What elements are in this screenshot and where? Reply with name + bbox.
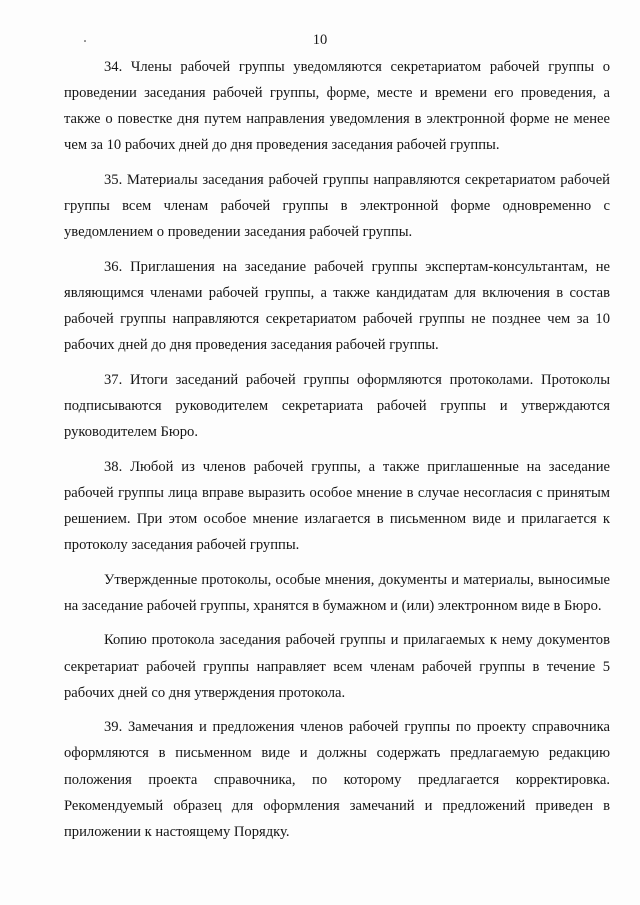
paragraph-39: 39. Замечания и предложения членов рабочей группы по проекту справочника оформляются в письменном виде и должны содержать предлагаемую редакцию положения проекта справочника, по которому предлагается корректировка. Рекомендуемый образец для оформления замечаний и предложений приведен в приложении к настоящему Порядку. — [64, 719, 610, 840]
paragraph-38: 38. Любой из членов рабочей группы, а также приглашенные на заседание рабочей группы лица вправе выразить особое мнение в случае несогласия с принятым решением. При этом особое мнение излагается в письменном виде и прилагается к протоколу заседания рабочей группы. — [64, 458, 610, 553]
paragraph-36: 36. Приглашения на заседание рабочей группы экспертам-консультантам, не являющимся членами рабочей группы, а также кандидатам для включения в состав рабочей группы направляются секретариатом рабочей группы не позднее чем за 10 рабочих дней до дня проведения заседания рабочей группы. — [64, 258, 610, 354]
paragraph-37: 37. Итоги заседаний рабочей группы оформляются протоколами. Протоколы подписываются руководителем секретариата рабочей группы и утверждаются руководителем Бюро. — [64, 371, 610, 440]
paragraph-38-protocols: Утвержденные протоколы, особые мнения, документы и материалы, выносимые на заседание рабочей группы, хранятся в бумажном и (или) электронном виде в Бюро. — [64, 571, 610, 614]
document-body — [64, 54, 610, 845]
paragraph-35: 35. Материалы заседания рабочей группы направляются секретариатом рабочей группы всем членам рабочей группы в электронной форме одновременно с уведомлением о проведении заседания рабочей группы. — [64, 171, 610, 241]
page-number: 10 — [312, 32, 328, 48]
paragraph-34: 34. Члены рабочей группы уведомляются секретариатом рабочей группы о проведении заседания рабочей группы, форме, месте и времени его проведения, а также о повестке дня путем направления уведомления в электронной форме не менее чем за 10 рабочих дней до дня проведения заседания рабочей группы. — [64, 59, 610, 154]
paragraph-38-copy: Копию протокола заседания рабочей группы и прилагаемых к нему документов секретариат рабочей группы направляет всем членам рабочей группы в течение 5 рабочих дней со дня утверждения протокола. — [64, 632, 610, 701]
